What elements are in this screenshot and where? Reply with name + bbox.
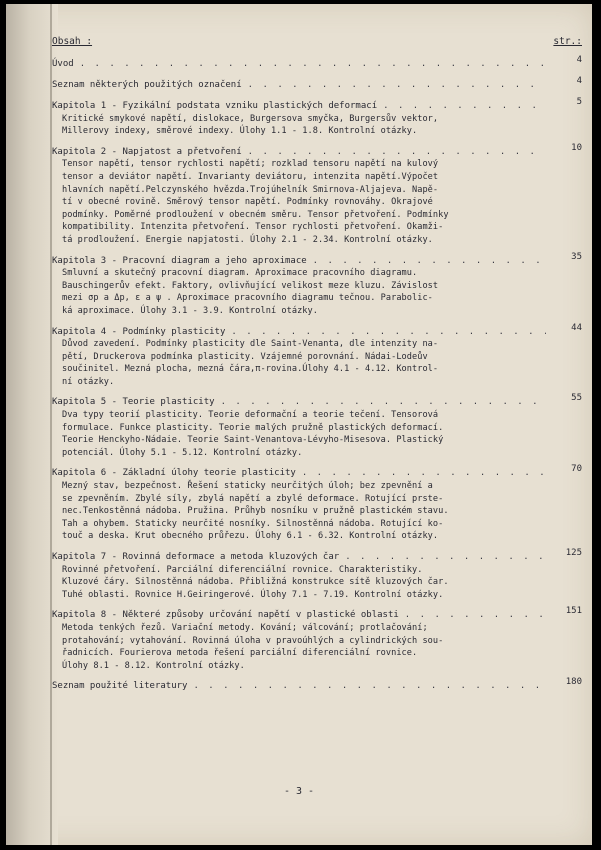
toc-entry-title: Úvod	[52, 59, 74, 69]
dot-leader	[248, 146, 546, 159]
toc-entry-description: Důvod zavedení. Podmínky plasticity dle Saint-Venanta, dle intenzity na- pětí, Druckerova podmínka plasticity. Vzájemné porovnání. Nádai-Lodeův součinitel. Mezná plocha, mezná čára,π-rovina.Úlohy 4.1 - 4.12. Kontrol- ní otázky.	[62, 339, 439, 387]
toc-entry	[52, 677, 582, 693]
toc-entry-line	[52, 548, 582, 564]
toc-entry	[52, 251, 582, 318]
toc-entry-description: Tensor napětí, tensor rychlosti napětí; rozklad tensoru napětí na kulový tensor a deviátor napětí. Invarianty deviátoru, intenzita napětí.Výpočet hlavních napětí.Pelczynského hvězda.Trojúhelník Smirnova-Aljajeva. Napě- tí v obecné rovině. Směrový tensor napětí. Podmínky rovnováhy. Okrajové podmínky. Poměrné prodloužení v obecném směru. Tensor přetvoření. Podmínky kompatibility. Intenzita přetvoření. Tensor rychlosti přetvoření. Okamži- tá prodloužení. Energie napjatosti. Úlohy 2.1 - 2.34. Kontrolní otázky.	[62, 159, 449, 245]
toc-entry-page: 4	[576, 76, 582, 86]
toc-entry-description: Mezný stav, bezpečnost. Řešení staticky neurčitých úloh; bez zpevnění a se zpevněním. Zbylé síly, zbylá napětí a zbylé deformace. Rotující prste- nec.Tenkostěnná nádoba. Pružina. Průhyb nosníku v pružně plastickém stavu. Tah a ohybem. Staticky neurčité nosníky. Silnostěnná nádoba. Rotující ko- touč a deska. Krut obecného průřezu. Úlohy 6.1 - 6.32. Kontrolní otázky.	[62, 481, 449, 542]
toc-entry	[52, 76, 582, 92]
toc-entry-description: Dva typy teorií plasticity. Teorie deformační a teorie tečení. Tensorová formulace. Funkce plasticity. Teorie malých pružně plastických deformací. Teorie Henckyho-Nádaie. Teorie Saint-Venantova-Lévyho-Misesova. Plastický potenciál. Úlohy 5.1 - 5.12. Kontrolní otázky.	[62, 410, 444, 458]
toc-entry	[52, 606, 582, 672]
dot-leader	[248, 79, 546, 92]
toc-header	[52, 36, 582, 58]
toc-entry-line	[52, 606, 582, 622]
toc-entry-description: Smluvní a skutečný pracovní diagram. Aproximace pracovního diagramu. Bauschingerův efekt. Faktory, ovlivňující velikost meze kluzu. Závislost mezi σp a Δp, ε a ψ . Aproximace pracovního diagramu tečnou. Parabolic- ká aproximace. Úlohy 3.1 - 3.9. Kontrolní otázky.	[62, 268, 439, 316]
toc-entry-line	[52, 76, 582, 92]
toc-entry	[52, 97, 582, 138]
dot-leader	[80, 58, 546, 71]
dot-leader	[221, 396, 546, 409]
toc-entry-line	[52, 322, 582, 339]
toc-entry-title: Kapitola 4 - Podmínky plasticity	[52, 326, 226, 337]
toc-entry-line	[52, 251, 582, 268]
toc-entry-description: Rovinné přetvoření. Parciální diferenciální rovnice. Charakteristiky. Kluzové čáry. Silnostěnná nádoba. Přibližná konstrukce sítě kluzových čar. Tuhé oblasti. Rovnice H.Geiringerové. Úlohy 7.1 - 7.19. Kontrolní otázky.	[62, 564, 449, 600]
toc-entry-page: 55	[571, 393, 582, 404]
toc-entry-title: Kapitola 8 - Některé způsoby určování napětí v plastické oblasti	[52, 610, 399, 621]
toc-entry-title: Kapitola 1 - Fyzikální podstata vzniku plastických deformací	[52, 101, 378, 111]
page-number: - 3 -	[283, 786, 315, 797]
toc-entry-title: Kapitola 3 - Pracovní diagram a jeho aproximace	[52, 255, 307, 266]
toc-entry-page: 44	[571, 322, 582, 333]
toc-entry	[52, 55, 582, 71]
toc-entry-title: Seznam některých použitých označení	[52, 80, 242, 90]
toc-entry-description: Kritické smykové napětí, dislokace, Burgersova smyčka, Burgersův vektor, Millerovy indexy, směrové indexy. Úlohy 1.1 - 1.8. Kontrolní otázky.	[62, 113, 439, 137]
toc-entry-page: 4	[576, 55, 582, 65]
toc-entry-line	[52, 677, 582, 693]
toc-entry-page: 10	[571, 142, 582, 153]
toc-entry-page: 180	[565, 677, 582, 688]
dot-leader	[231, 326, 546, 339]
toc-entry-page: 35	[571, 251, 582, 262]
toc-entry	[52, 464, 582, 543]
dot-leader	[193, 680, 546, 693]
toc-entry-page: 125	[565, 548, 582, 558]
dot-leader	[383, 100, 546, 113]
document-page	[6, 4, 592, 845]
toc-entry-line	[52, 464, 582, 480]
dot-leader	[313, 255, 546, 268]
toc-entry-page: 5	[576, 97, 582, 107]
toc-entry-line	[52, 55, 582, 71]
toc-entry-title: Kapitola 2 - Napjatost a přetvoření	[52, 146, 242, 157]
toc-entry-title: Kapitola 7 - Rovinná deformace a metoda kluzových čar	[52, 552, 340, 562]
dot-leader	[302, 467, 546, 480]
toc-entry-page: 70	[571, 464, 582, 475]
toc-entries	[52, 55, 582, 693]
toc-entry	[52, 322, 582, 389]
toc-title: Obsah :	[52, 36, 93, 47]
toc-entry-page: 151	[565, 606, 582, 617]
table-of-contents	[52, 36, 582, 701]
toc-entry-title: Seznam použité literatury	[52, 681, 188, 692]
toc-entry-title: Kapitola 5 - Teorie plasticity	[52, 397, 215, 408]
toc-entry-line	[52, 142, 582, 159]
toc-entry-description: Metoda tenkých řezů. Variační metody. Kování; válcování; protlačování; protahování; vytahování. Rovinná úloha v pravoúhlých a cylindrických sou- řadnicích. Fourierova metoda řešení parciální diferenciální rovnice. Úlohy 8.1 - 8.12. Kontrolní otázky.	[62, 622, 444, 671]
toc-entry-title: Kapitola 6 - Základní úlohy teorie plasticity	[52, 468, 296, 479]
toc-entry	[52, 548, 582, 601]
dot-leader	[345, 551, 546, 564]
dot-leader	[405, 609, 546, 622]
toc-entry	[52, 393, 582, 459]
toc-entry	[52, 142, 582, 247]
page-column-label: str.:	[553, 36, 582, 47]
toc-entry-line	[52, 393, 582, 409]
toc-entry-line	[52, 97, 582, 113]
